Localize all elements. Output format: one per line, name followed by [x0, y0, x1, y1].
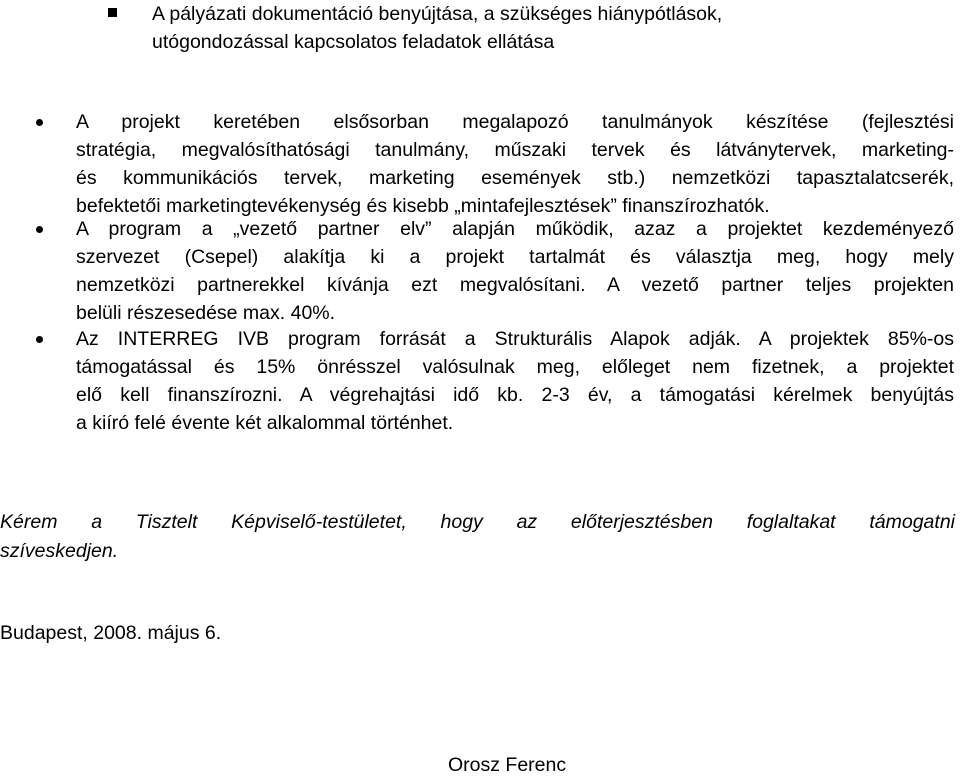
- text-line: Az INTERREG IVB program forrását a Strukturális Alapok adják. A projektek 85%-os: [76, 328, 954, 350]
- text-line: a kiíró felé évente két alkalommal történhet.: [76, 412, 454, 434]
- text-line: nemzetközi partnerekkel kívánja ezt megvalósítani. A vezető partner teljes projekten: [76, 274, 954, 296]
- text-line: A projekt keretében elsősorban megalapozó tanulmányok készítése (fejlesztési: [76, 111, 954, 133]
- signature-name: Orosz Ferenc: [448, 754, 567, 776]
- closing-line: Kérem a Tisztelt Képviselő-testületet, hogy az előterjesztésben foglaltakat támogatni: [0, 511, 955, 533]
- square-item-line: utógondozással kapcsolatos feladatok ellátása: [152, 31, 555, 53]
- closing-request: [0, 508, 955, 566]
- date-line: Budapest, 2008. május 6.: [0, 622, 222, 644]
- text-line: és kommunikációs tervek, marketing események stb.) nemzetközi tapasztalatcserék,: [76, 167, 954, 189]
- bullet-text: [76, 108, 954, 220]
- square-item-text: [152, 0, 932, 56]
- text-line: támogatással és 15% önrésszel valósulnak meg, előleget nem fizetnek, a projektet: [76, 356, 954, 378]
- bullet-dot-icon: [36, 119, 43, 126]
- text-line: belüli részesedése max. 40%.: [76, 302, 336, 324]
- bullet-dot-icon: [36, 336, 43, 343]
- text-line: stratégia, megvalósíthatósági tanulmány, műszaki tervek és látványtervek, marketing-: [76, 139, 954, 161]
- bullet-text: [76, 215, 954, 327]
- square-bullet-icon: [108, 8, 117, 17]
- text-line: szervezet (Csepel) alakítja ki a projekt tartalmát és választja meg, hogy mely: [76, 246, 954, 268]
- text-line: elő kell finanszírozni. A végrehajtási idő kb. 2-3 év, a támogatási kérelmek benyújtás: [76, 384, 954, 406]
- bullet-text: [76, 325, 954, 437]
- text-line: befektetői marketingtevékenység és kisebb „mintafejlesztések” finanszírozhatók.: [76, 195, 770, 217]
- square-item-line: A pályázati dokumentáció benyújtása, a szükséges hiánypótlások,: [152, 3, 723, 25]
- bullet-dot-icon: [36, 226, 43, 233]
- text-line: A program a „vezető partner elv” alapján működik, azaz a projektet kezdeményező: [76, 218, 954, 240]
- closing-line: szíveskedjen.: [0, 540, 119, 562]
